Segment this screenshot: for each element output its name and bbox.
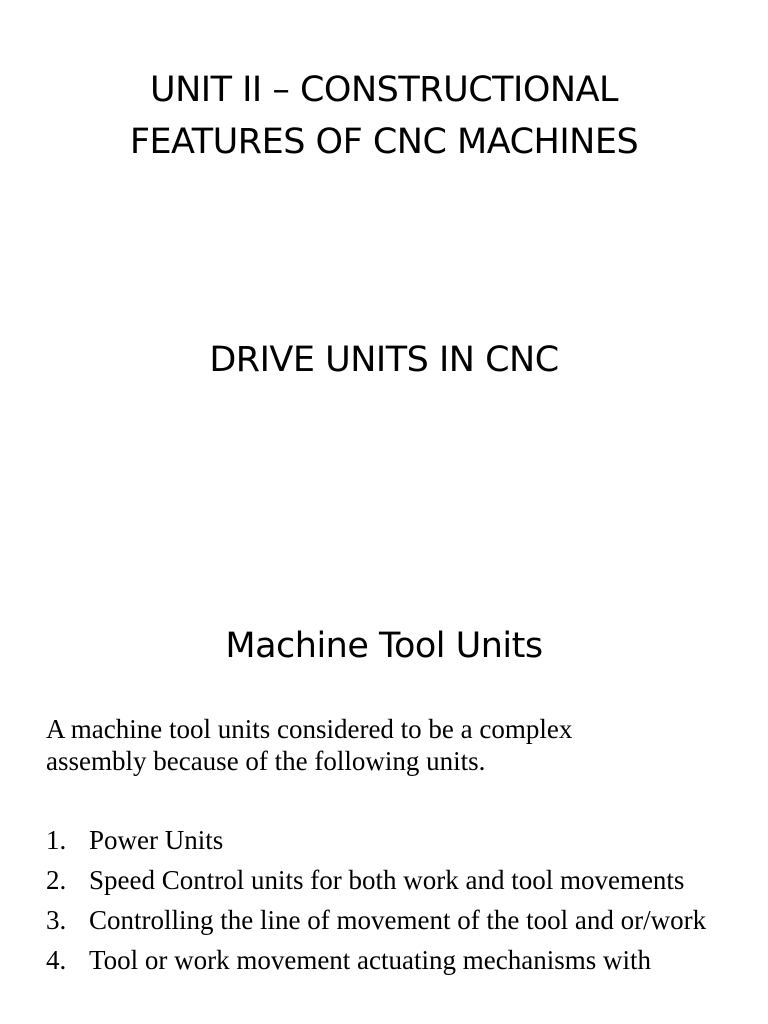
list-item-number: 3.	[46, 905, 67, 935]
list-item-text: Speed Control units for both work and tool movements	[89, 865, 685, 895]
intro-paragraph	[46, 713, 726, 777]
list-item-text: Controlling the line of movement of the tool and or/work	[89, 905, 707, 935]
unit-title	[0, 64, 768, 168]
list-item-number: 2.	[46, 865, 67, 895]
list-item	[46, 904, 726, 936]
list-item	[46, 824, 726, 856]
units-list	[46, 824, 726, 984]
unit-title-line-1: UNIT II – CONSTRUCTIONAL	[149, 70, 619, 110]
unit-title-line-2: FEATURES OF CNC MACHINES	[129, 122, 639, 162]
drive-units-title: DRIVE UNITS IN CNC	[209, 340, 559, 380]
list-item-number: 1.	[46, 825, 67, 855]
list-item	[46, 864, 726, 896]
intro-line-2: assembly because of the following units.	[46, 746, 486, 776]
list-item-text: Power Units	[89, 825, 224, 855]
list-item-number: 4.	[46, 945, 67, 975]
list-item-text: Tool or work movement actuating mechanisms with	[89, 945, 651, 975]
list-item	[46, 944, 726, 976]
machine-tool-units-title: Machine Tool Units	[225, 626, 543, 666]
intro-line-1: A machine tool units considered to be a complex	[46, 714, 573, 744]
